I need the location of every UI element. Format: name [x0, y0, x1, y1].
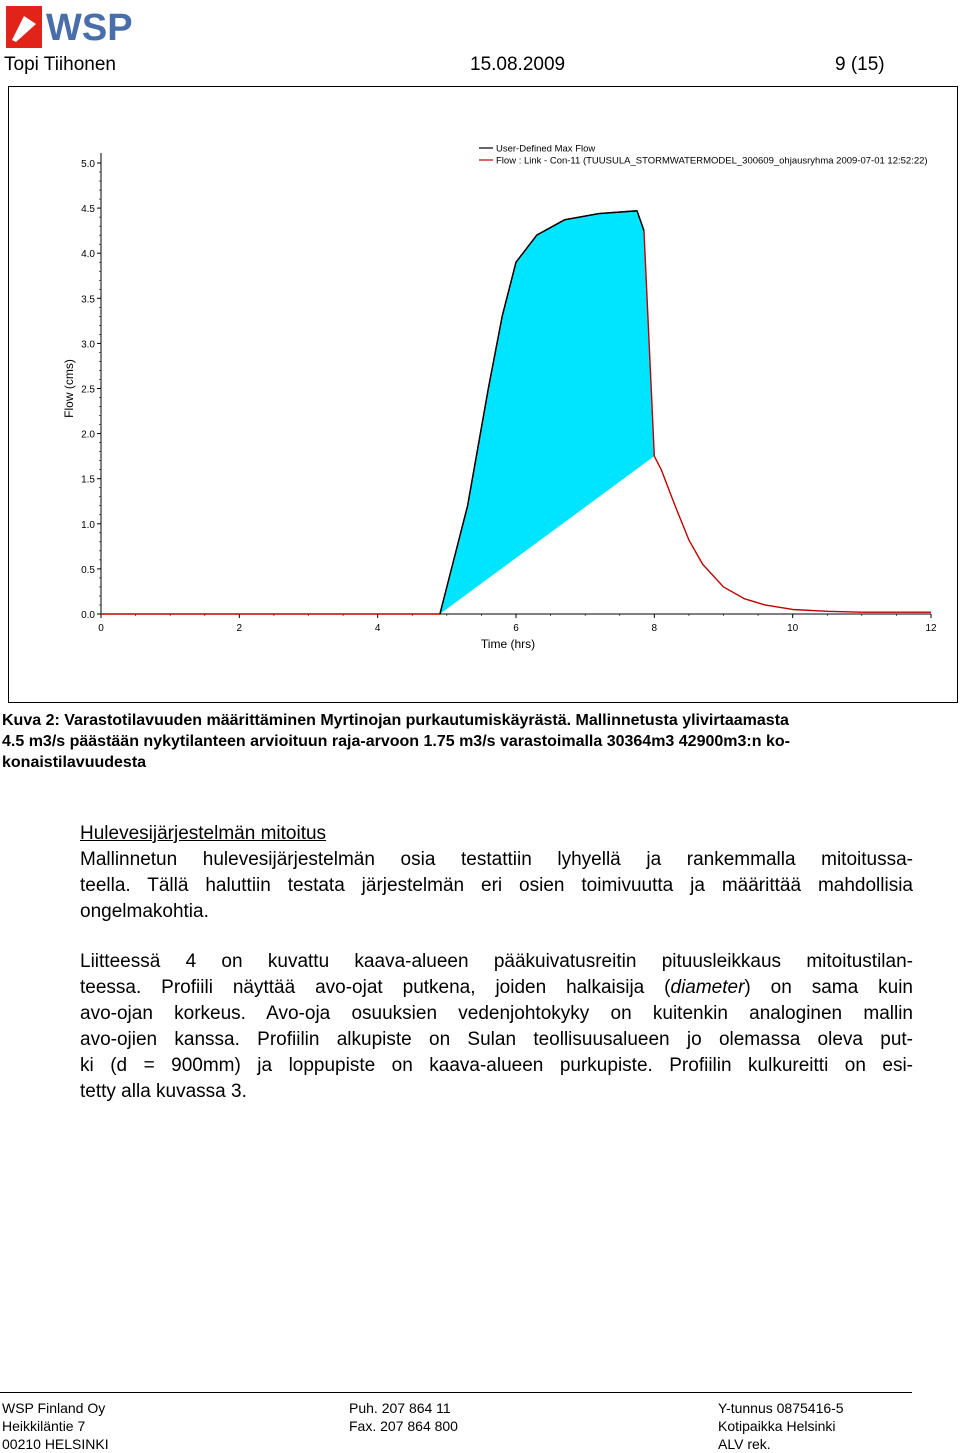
storage-fill-area — [440, 211, 654, 614]
footer-company: WSP Finland Oy — [2, 1400, 106, 1416]
para2-line-1: Liitteessä 4 on kuvattu kaava-alueen pääkuivatusreitin pituusleikkaus mitoitustilan- — [80, 951, 913, 972]
caption-line-3: konaistilavuudesta — [2, 754, 147, 771]
storage-volume-fill — [440, 211, 654, 614]
chart-legend — [479, 144, 928, 167]
para2-line-2-start: teessa. Profiili näyttää avo-ojat putkena, joiden halkaisija ( — [80, 977, 671, 998]
figure-caption — [2, 710, 922, 773]
x-tick-label: 0 — [98, 623, 104, 634]
footer-fax: Fax. 207 864 800 — [349, 1418, 458, 1434]
para2-line-4: avo-ojien kanssa. Profiilin alkupiste on Sulan teollisuusalueen jo olemassa oleva put- — [80, 1029, 913, 1050]
section-title: Hulevesijärjestelmän mitoitus — [80, 823, 327, 844]
para2-line-6: tetty alla kuvassa 3. — [80, 1081, 247, 1102]
footer-ytunnus: Y-tunnus 0875416-5 — [718, 1400, 844, 1416]
wsp-logo — [4, 2, 158, 50]
y-tick-label: 3.0 — [81, 339, 95, 351]
paragraph-2 — [80, 949, 913, 1105]
footer-registration — [718, 1399, 844, 1453]
diameter-term: diameter — [670, 977, 745, 998]
footer-divider — [0, 1392, 912, 1393]
x-tick-label: 8 — [651, 623, 658, 634]
caption-line-2: 4.5 m3/s päästään nykytilanteen arvioituun raja-arvoon 1.75 m3/s varastoimalla 30364m3 42900m3:n ko- — [2, 733, 790, 750]
y-tick-label: 0.0 — [81, 610, 95, 621]
flow-chart-frame — [8, 86, 958, 703]
y-axis-label: Flow (cms) — [62, 359, 76, 418]
footer-city: 00210 HELSINKI — [2, 1436, 109, 1452]
caption-line-1: Kuva 2: Varastotilavuuden määrittäminen Myrtinojan purkautumiskäyrästä. Mallinnetusta ylivirtaamasta — [2, 712, 789, 729]
y-tick-label: 4.0 — [81, 249, 95, 261]
y-tick-label: 1.0 — [81, 519, 95, 531]
x-tick-label: 6 — [513, 623, 519, 634]
x-tick-label: 4 — [374, 623, 381, 634]
x-tick-label: 12 — [925, 623, 937, 634]
para2-line-2-end: ) on sama kuin — [744, 977, 913, 998]
y-tick-label: 3.5 — [81, 294, 95, 306]
y-tick-label: 4.5 — [81, 204, 95, 216]
footer-domicile: Kotipaikka Helsinki — [718, 1418, 836, 1434]
para2-line-2 — [80, 975, 913, 1001]
footer-street: Heikkiläntie 7 — [2, 1418, 86, 1434]
logo-text: WSP — [46, 7, 133, 49]
y-tick-label: 1.5 — [81, 474, 95, 486]
x-axis-label: Time (hrs) — [480, 637, 536, 651]
para1-line-2: teella. Tällä haluttiin testata järjestelmän eri osien toimivuutta ja määrittää mahdollisia — [80, 875, 913, 896]
y-tick-label: 2.5 — [81, 384, 95, 396]
para2-line-3: avo-ojan korkeus. Avo-oja osuuksien vedenjohtokyky on kuitenkin analoginen mallin — [80, 1003, 913, 1024]
x-tick-label: 10 — [787, 623, 799, 634]
y-tick-label: 2.0 — [81, 429, 95, 441]
header-page-number: 9 (15) — [835, 54, 885, 75]
legend-label: Flow : Link - Con-11 (TUUSULA_STORMWATERMODEL_300609_ohjausryhma 2009-07-01 12:52:22) — [496, 155, 928, 167]
flow-chart — [9, 87, 957, 702]
para1-line-3: ongelmakohtia. — [80, 901, 209, 922]
footer-phone: Puh. 207 864 11 — [349, 1400, 451, 1416]
legend-label: User-Defined Max Flow — [496, 143, 596, 155]
header-date: 15.08.2009 — [470, 54, 566, 75]
y-tick-label: 5.0 — [81, 159, 95, 170]
header-author: Topi Tiihonen — [4, 54, 116, 75]
y-tick-label: 0.5 — [81, 564, 95, 576]
para2-line-5: ki (d = 900mm) ja loppupiste on kaava-alueen purkupiste. Profiilin kulkureitti on esi- — [80, 1055, 913, 1076]
x-tick-label: 2 — [236, 623, 243, 634]
footer-address — [2, 1399, 109, 1453]
para1-line-1: Mallinnetun hulevesijärjestelmän osia testattiin lyhyellä ja rankemmalla mitoitussa- — [80, 849, 913, 870]
paragraph-1 — [80, 847, 913, 925]
footer-alv: ALV rek. — [718, 1436, 771, 1452]
footer-contact — [349, 1399, 458, 1435]
